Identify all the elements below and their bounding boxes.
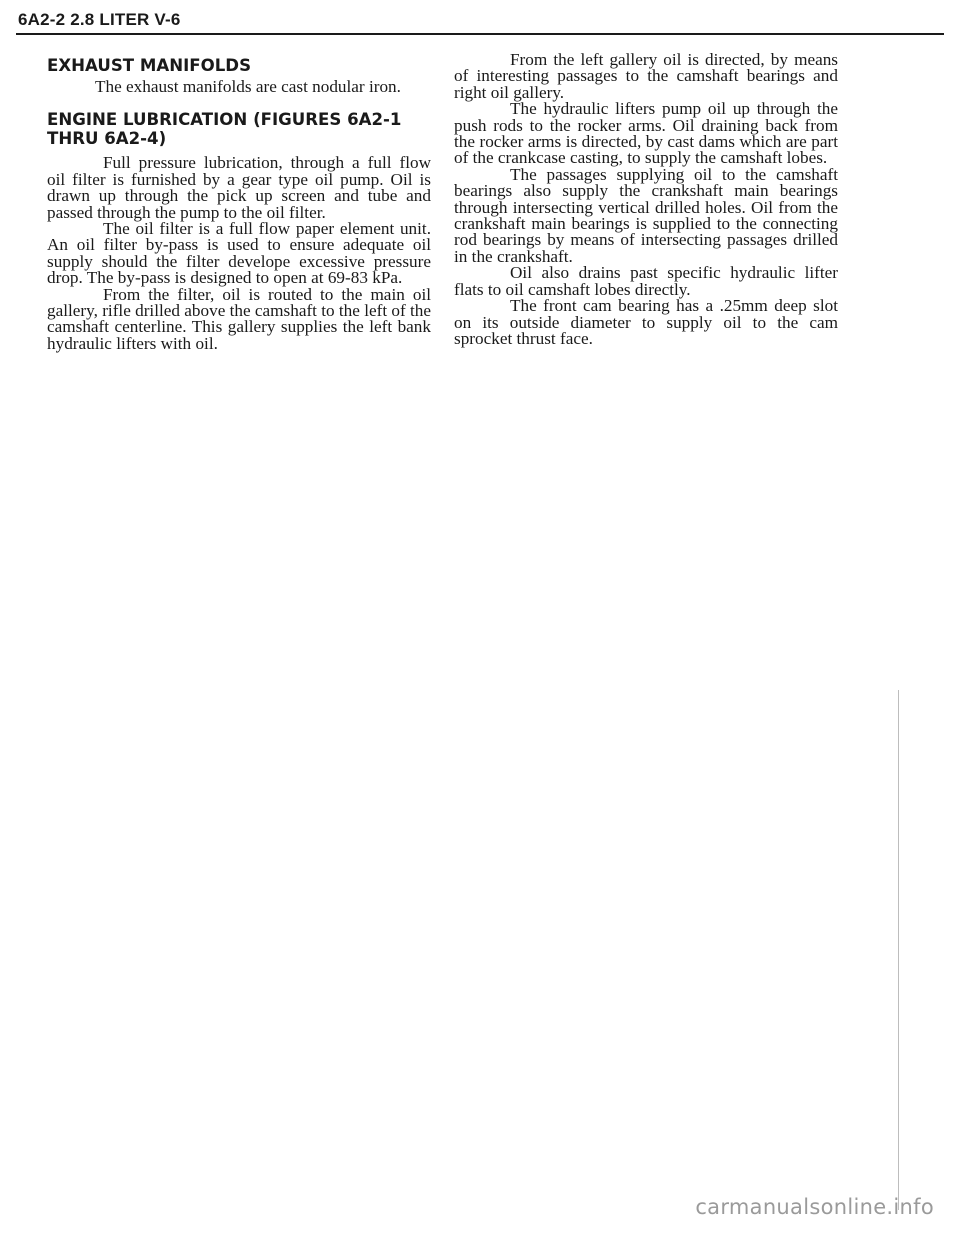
exhaust-manifolds-heading: EXHAUST MANIFOLDS <box>47 56 252 75</box>
scan-margin-line <box>898 690 899 1210</box>
lubrication-paragraph-1: Full pressure lubrication, through a full flow oil filter is furnished by a gear type oil pump. Oil is drawn up through the pick up screen and tube and passed through the pump to the oil filter. <box>47 153 431 222</box>
running-head: 6A2-2 2.8 LITER V-6 <box>18 10 181 29</box>
watermark-text: carmanualsonline.info <box>695 1195 934 1219</box>
right-paragraph-4: Oil also drains past specific hydraulic lifter flats to oil camshaft lobes directly. <box>454 263 838 299</box>
right-paragraph-1: From the left gallery oil is directed, by means of interesting passages to the camshaft bearings and right oil gallery. <box>454 50 838 102</box>
engine-lubrication-heading: ENGINE LUBRICATION (FIGURES 6A2-1 THRU 6A2-4) <box>47 110 402 149</box>
right-paragraph-2: The hydraulic lifters pump oil up through the push rods to the rocker arms. Oil draining back from the rocker arms is directed, by cast dams which are part of the crankcase casting, to supply the camshaft lobes. <box>454 99 838 168</box>
exhaust-manifolds-text: The exhaust manifolds are cast nodular iron. <box>95 77 401 96</box>
right-paragraph-5: The front cam bearing has a .25mm deep slot on its outside diameter to supply oil to the cam sprocket thrust face. <box>454 296 838 348</box>
right-paragraph-3: The passages supplying oil to the camshaft bearings also supply the crankshaft main bearings through intersecting vertical drilled holes. Oil from the crankshaft main bearings is supplied to the connecting rod bearings by means of intersecting passages drilled in the crankshaft. <box>454 164 838 266</box>
header-rule <box>16 33 944 35</box>
right-column <box>454 52 838 347</box>
lubrication-paragraph-2: The oil filter is a full flow paper element unit. An oil filter by-pass is used to ensure adequate oil supply should the filter develope excessive pressure drop. The by-pass is designed to open at 69-83 kPa. <box>47 219 431 288</box>
lubrication-paragraph-3: From the filter, oil is routed to the main oil gallery, rifle drilled above the camshaft to the left of the camshaft centerline. This gallery supplies the left bank hydraulic lifters with oil. <box>47 284 432 353</box>
left-column <box>47 52 431 352</box>
